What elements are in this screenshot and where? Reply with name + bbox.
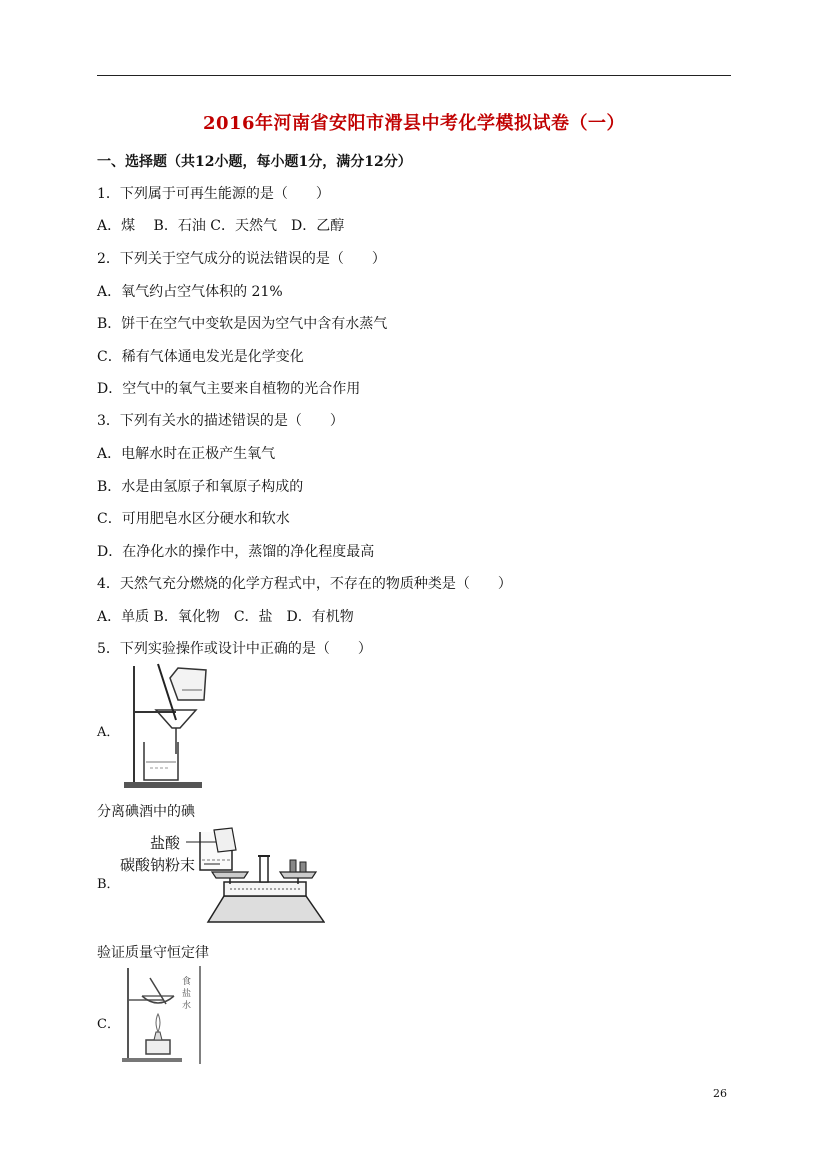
page-title: 2016年河南省安阳市滑县中考化学模拟试卷（一） [202, 113, 626, 134]
question-5-option-b-label: B． [97, 877, 120, 892]
salt-water-label-3: 水 [182, 1001, 192, 1011]
salt-water-label-2: 盐 [182, 989, 192, 999]
question-1-stem: 1．下列属于可再生能源的是（ ） [97, 186, 330, 202]
header-rule [97, 75, 731, 76]
question-4-stem: 4．天然气充分燃烧的化学方程式中，不存在的物质种类是（ ） [97, 576, 512, 592]
question-5-option-a-caption: 分离碘酒中的碘 [97, 804, 195, 820]
filtration-apparatus-figure [120, 662, 212, 792]
question-2-option-d: D．空气中的氧气主要来自植物的光合作用 [97, 381, 361, 397]
question-5-option-c-label: C． [97, 1017, 120, 1032]
question-3-stem: 3．下列有关水的描述错误的是（ ） [97, 413, 344, 429]
question-3-option-c: C．可用肥皂水区分硬水和软水 [97, 511, 290, 527]
balance-apparatus-figure [120, 826, 325, 924]
hydrochloric-acid-label: 盐酸 [150, 834, 181, 852]
question-3-option-a: A．电解水时在正极产生氧气 [97, 446, 276, 462]
salt-water-label-1: 食 [182, 977, 192, 987]
question-5-option-a-label: A． [97, 725, 120, 740]
evaporation-apparatus-figure [120, 966, 202, 1064]
question-2-option-b: B．饼干在空气中变软是因为空气中含有水蒸气 [97, 316, 388, 332]
question-2-stem: 2．下列关于空气成分的说法错误的是（ ） [97, 251, 386, 267]
question-2-option-c: C．稀有气体通电发光是化学变化 [97, 349, 304, 365]
question-5-option-b-caption: 验证质量守恒定律 [97, 945, 209, 961]
question-2-option-a: A．氧气约占空气体积的 21% [97, 284, 283, 300]
question-4-options: A．单质 B．氧化物 C．盐 D．有机物 [97, 609, 354, 625]
question-5-stem: 5．下列实验操作或设计中正确的是（ ） [97, 641, 372, 657]
section-heading: 一、选择题（共12小题，每小题1分，满分12分） [97, 154, 412, 170]
sodium-carbonate-label: 碳酸钠粉末 [120, 856, 196, 874]
question-1-options: A．煤 B．石油 C．天然气 D．乙醇 [97, 218, 345, 234]
question-3-option-d: D．在净化水的操作中，蒸馏的净化程度最高 [97, 544, 375, 560]
question-3-option-b: B．水是由氢原子和氧原子构成的 [97, 479, 304, 495]
page-number: 26 [713, 1087, 727, 1100]
